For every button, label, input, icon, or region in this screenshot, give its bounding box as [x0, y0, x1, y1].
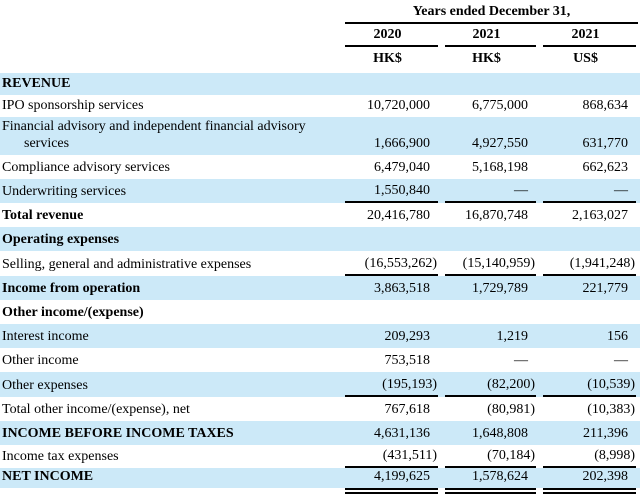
period-header-row [0, 0, 640, 24]
currency-header-hkd-2021: HK$ [472, 51, 501, 66]
empty-cell [0, 47, 340, 73]
period-header-cell [340, 0, 640, 24]
row-total-other-income-expense [0, 397, 640, 421]
value-2020-hkd: 3,863,518 [374, 281, 430, 296]
value-2021-usd: 221,779 [582, 281, 629, 296]
value-2021-usd: (10,383) [587, 402, 636, 417]
net-income-double-rule-row [0, 488, 640, 495]
row-label: Other expenses [2, 378, 88, 393]
row-label: Selling, general and administrative expenses [2, 257, 252, 272]
value-2020-hkd [340, 300, 438, 324]
value-2021-hkd: 1,729,789 [472, 281, 528, 296]
year-header-2021-usd: 2021 [536, 24, 640, 47]
value-2021-usd: 868,634 [582, 98, 629, 113]
value-2020-hkd [340, 227, 438, 251]
value-2020-hkd: 753,518 [384, 353, 430, 368]
row-income-before-taxes [0, 421, 640, 445]
row-label: Total revenue [2, 208, 84, 223]
value-2021-usd [536, 300, 640, 324]
row-financial-advisory [0, 117, 640, 155]
row-total-revenue [0, 203, 640, 227]
value-2021-usd: (1,941,248) [536, 251, 640, 276]
currency-header-row [0, 47, 640, 73]
value-2021-hkd: 1,578,624 [472, 469, 528, 484]
row-income-tax-expenses [0, 445, 640, 468]
value-2020-hkd: 767,618 [384, 402, 430, 417]
year-header-2020: 2020 [340, 24, 438, 47]
value-2021-hkd: 6,775,000 [472, 98, 528, 113]
row-net-income [0, 468, 640, 488]
row-label: INCOME BEFORE INCOME TAXES [2, 426, 234, 441]
value-2021-usd: — [614, 353, 629, 368]
value-2020-hkd: (431,511) [340, 445, 438, 468]
row-other-income-expense-section [0, 300, 640, 324]
value-2021-hkd: — [438, 179, 536, 203]
empty-cell [0, 0, 340, 24]
period-title: Years ended December 31, [345, 3, 638, 24]
value-2021-usd: 2,163,027 [572, 208, 629, 223]
row-income-from-operation [0, 276, 640, 300]
row-operating-expenses-section [0, 227, 640, 251]
row-label: Operating expenses [2, 232, 120, 247]
value-2021-usd: — [536, 179, 640, 203]
value-2021-hkd: (80,981) [487, 402, 535, 417]
value-2021-usd: 211,396 [583, 426, 629, 441]
row-label: Compliance advisory services [2, 160, 170, 175]
row-compliance-advisory [0, 155, 640, 179]
year-header-row [0, 24, 640, 47]
value-2021-hkd: 4,927,550 [472, 136, 528, 151]
row-underwriting [0, 179, 640, 203]
value-2021-hkd: 1,648,808 [472, 426, 528, 441]
row-sga-expenses [0, 251, 640, 276]
value-2021-hkd: 1,219 [496, 329, 528, 344]
empty-cell [0, 24, 340, 47]
row-label: Income tax expenses [2, 449, 119, 464]
row-label: Financial advisory and independent financial advisory services [2, 119, 306, 151]
row-other-income [0, 348, 640, 372]
row-label: Other income/(expense) [2, 305, 144, 320]
value-2021-usd: (8,998) [536, 445, 640, 468]
row-label: Interest income [2, 329, 89, 344]
value-2021-hkd: 16,870,748 [465, 208, 528, 223]
currency-header-hkd-2020: HK$ [373, 51, 402, 66]
value-2020-hkd: 209,293 [384, 329, 430, 344]
value-2021-usd: 662,623 [582, 160, 629, 175]
value-2020-hkd [340, 73, 438, 95]
value-2021-usd [536, 73, 640, 95]
row-label: Underwriting services [2, 184, 127, 199]
double-rule [340, 488, 438, 495]
value-2020-hkd: 4,631,136 [374, 426, 430, 441]
value-2020-hkd: (16,553,262) [340, 251, 438, 276]
row-interest-income [0, 324, 640, 348]
row-ipo-sponsorship [0, 95, 640, 117]
value-2021-usd: 156 [607, 329, 629, 344]
value-2021-hkd: (70,184) [438, 445, 536, 468]
value-2021-hkd: — [514, 353, 528, 368]
row-label: REVENUE [2, 76, 71, 91]
value-2021-usd: 202,398 [582, 469, 629, 484]
row-label: Income from operation [2, 281, 141, 296]
row-label: Other income [2, 353, 79, 368]
value-2021-usd [536, 227, 640, 251]
value-2021-usd: 631,770 [582, 136, 629, 151]
year-header-2021-hkd: 2021 [438, 24, 536, 47]
value-2021-hkd: 5,168,198 [472, 160, 528, 175]
row-other-expenses [0, 372, 640, 397]
row-label: IPO sponsorship services [2, 98, 144, 113]
value-2021-hkd [438, 227, 536, 251]
value-2021-hkd: (15,140,959) [438, 251, 536, 276]
double-rule [536, 488, 640, 495]
value-2021-hkd [438, 73, 536, 95]
value-2020-hkd: (195,193) [340, 372, 438, 397]
row-label: NET INCOME [2, 469, 94, 484]
value-2021-hkd: (82,200) [438, 372, 536, 397]
value-2020-hkd: 20,416,780 [367, 208, 430, 223]
row-label: Total other income/(expense), net [2, 402, 190, 417]
row-revenue-section [0, 73, 640, 95]
value-2020-hkd: 6,479,040 [374, 160, 430, 175]
value-2020-hkd: 4,199,625 [374, 469, 430, 484]
double-rule [438, 488, 536, 495]
empty-cell [0, 488, 340, 495]
value-2020-hkd: 10,720,000 [367, 98, 430, 113]
currency-header-usd-2021: US$ [573, 51, 598, 66]
value-2021-hkd [438, 300, 536, 324]
value-2021-usd: (10,539) [536, 372, 640, 397]
value-2020-hkd: 1,550,840 [340, 179, 438, 203]
value-2020-hkd: 1,666,900 [374, 136, 430, 151]
